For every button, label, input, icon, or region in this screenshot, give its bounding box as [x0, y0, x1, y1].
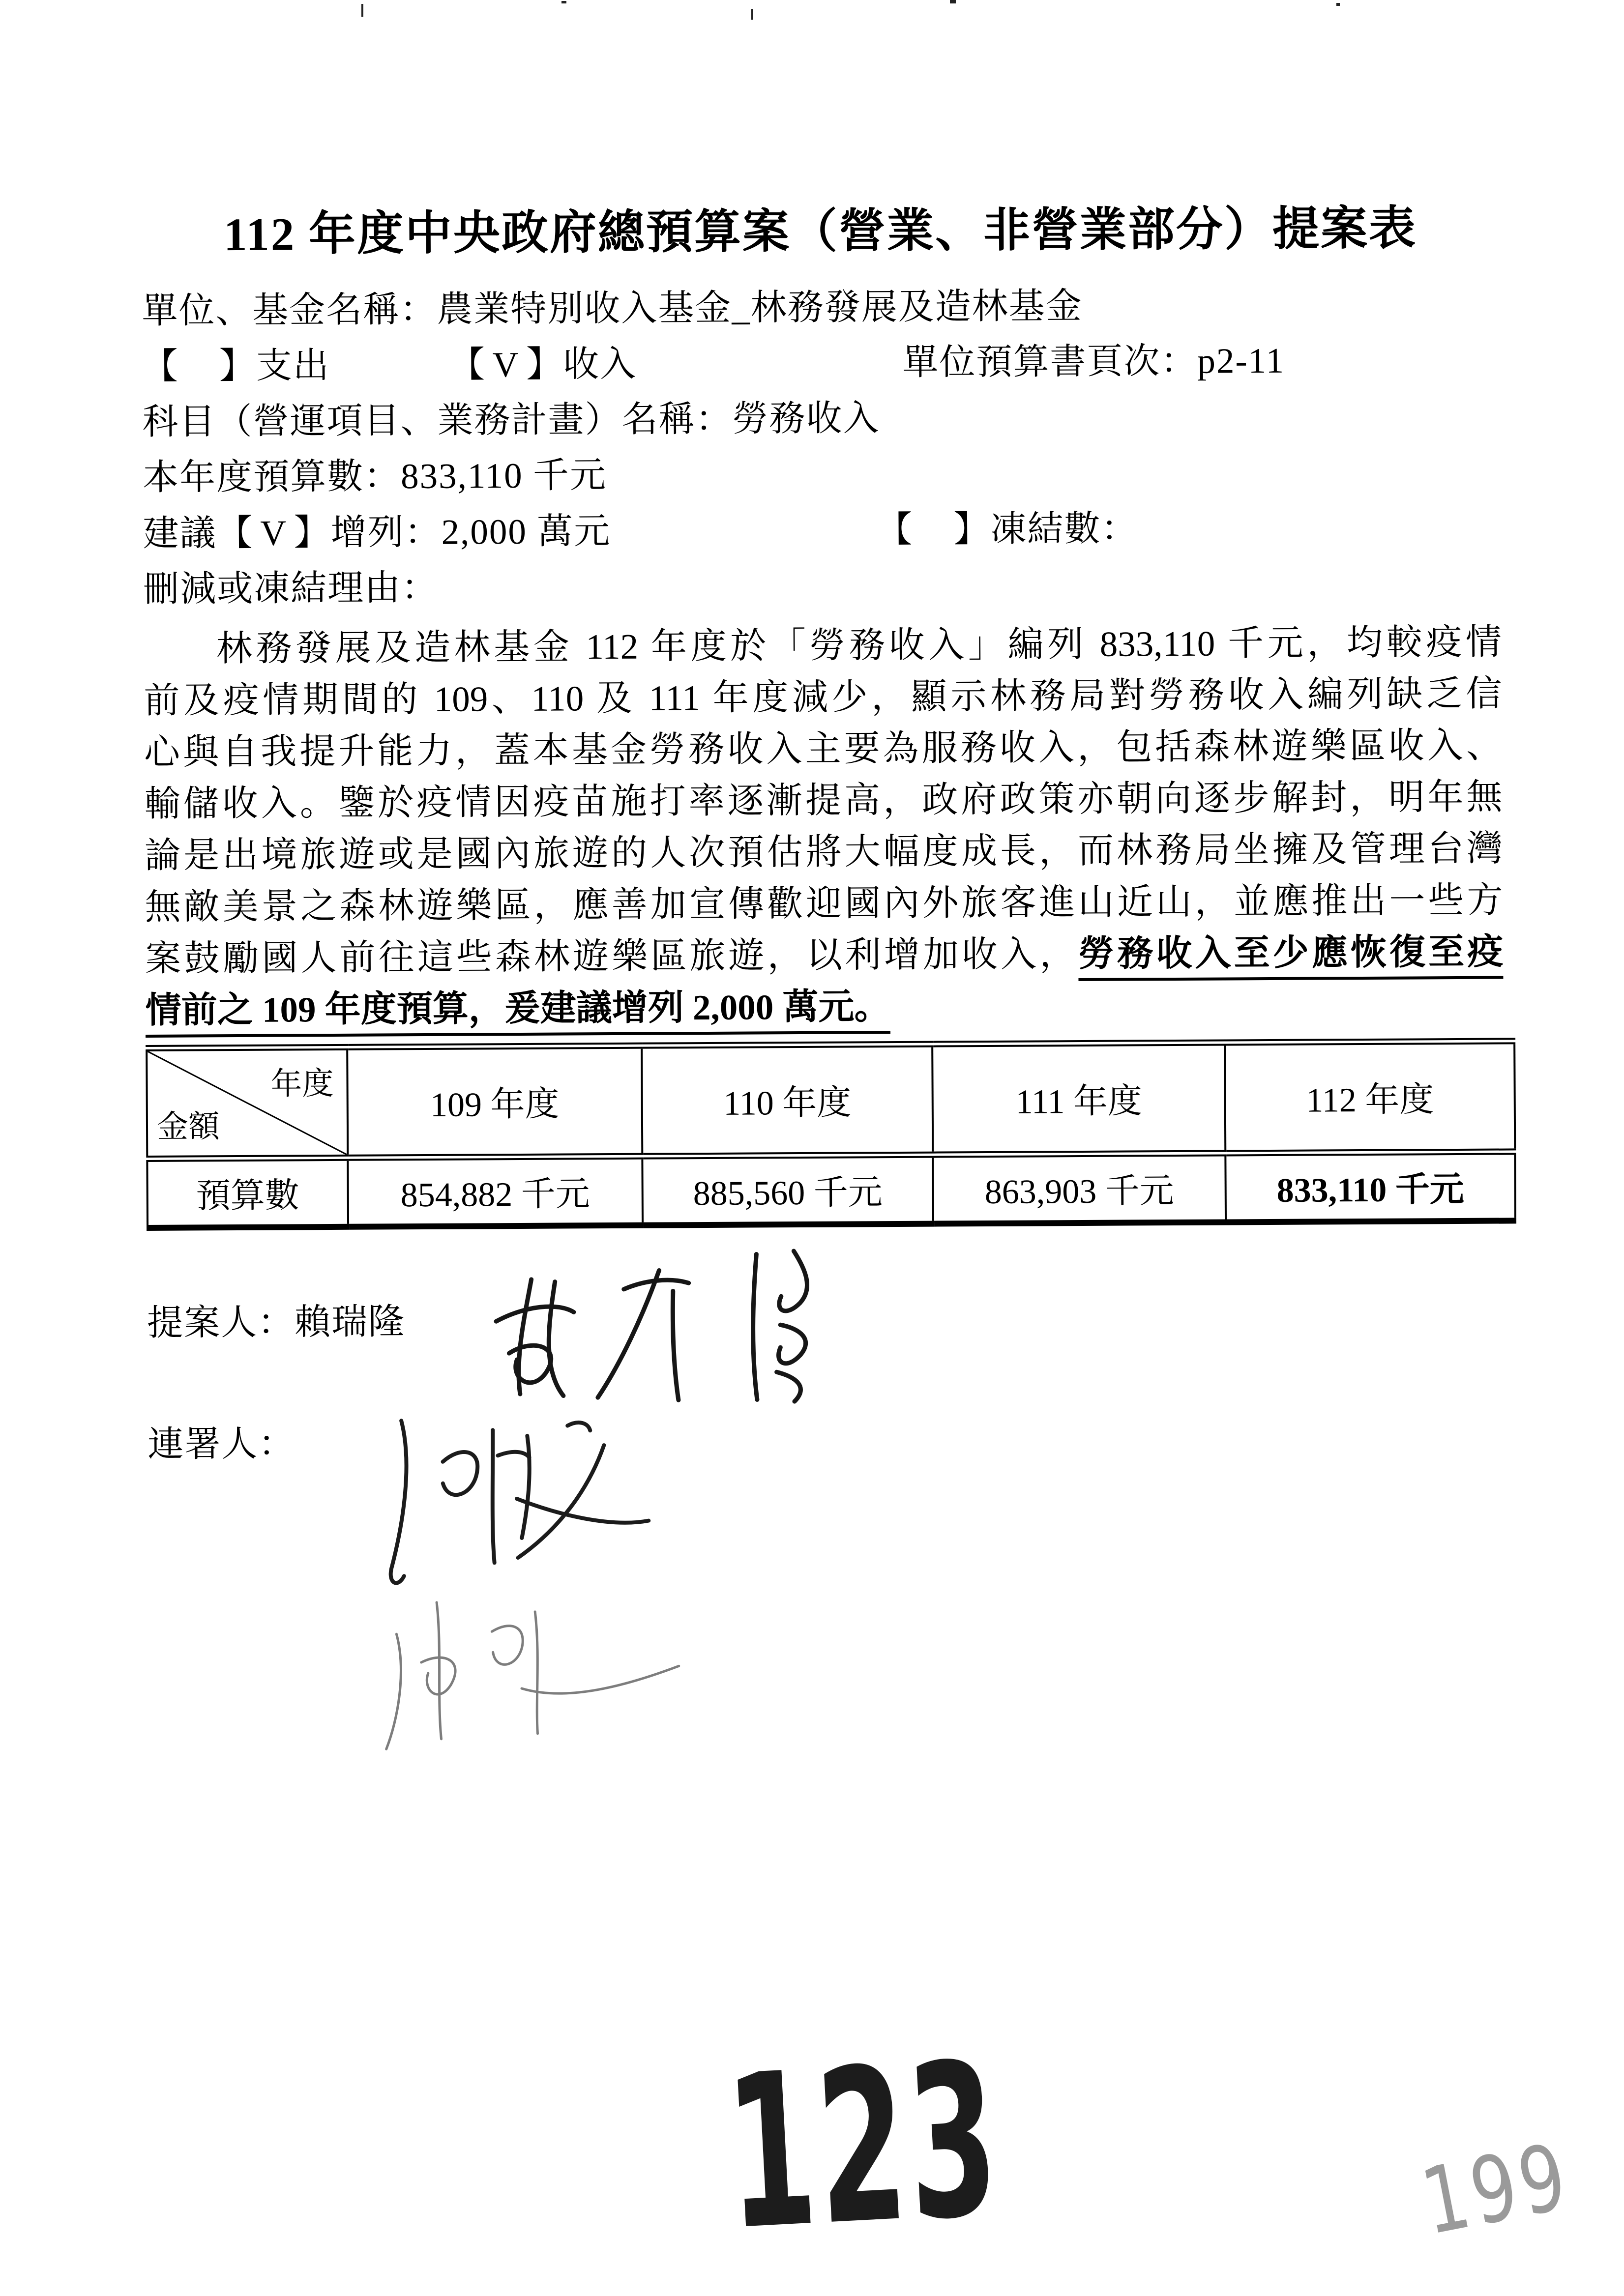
reason-line-7-emphasis: 勞務收入至少應恢復至疫 [1078, 931, 1503, 981]
page-ref: 單位預算書頁次：p2-11 [902, 340, 1285, 383]
reason-line-1: 林務發展及造林基金 112 年度於「勞務收入」編列 833,110 千元，均較疫情 [216, 622, 1502, 668]
corner-label-amount: 金額 [156, 1108, 220, 1144]
checkbox-row [142, 339, 1500, 388]
table-data-row [147, 1152, 1515, 1228]
suggest-checkbox [143, 510, 611, 555]
close-bracket: 】 [953, 509, 991, 549]
handwritten-page-number: 123 [721, 2017, 1005, 2277]
open-bracket: 【 [216, 513, 254, 553]
open-bracket: 【 [142, 346, 179, 387]
income-checkbox-mark: V [492, 345, 520, 385]
table-corner-cell [147, 1047, 348, 1159]
suggest-row [143, 505, 1501, 555]
column-header-109: 109 年度 [347, 1046, 642, 1158]
page-title: 112 年度中央政府總預算案（營業、非營業部分）提案表 [223, 202, 1417, 261]
reason-line-3: 心與自我提升能力，蓋本基金勞務收入主要為服務收入，包括森林遊樂區收入、 [144, 725, 1503, 772]
reason-line-4: 輸儲收入。鑒於疫情因疫苗施打率逐漸提高，政府政策亦朝向逐步解封，明年無 [144, 777, 1503, 824]
cosigner-signature-1 [369, 1397, 684, 1596]
reason-line-6: 無敵美景之森林遊樂區，應善加宣傳歡迎國內外旅客進山近山，並應推出一些方 [145, 880, 1503, 927]
suggest-prefix: 建議 [143, 513, 217, 553]
reason-line-5: 論是出境旅遊或是國內旅遊的人次預估將大幅度成長，而林務局坐擁及管理台灣 [144, 828, 1503, 875]
budget-value-112: 833,110 千元 [1225, 1152, 1515, 1222]
income-label: 收入 [562, 344, 637, 384]
open-bracket: 【 [876, 509, 914, 550]
reason-paragraph [144, 616, 1504, 1036]
budget-line: 本年度預算數：833,110 千元 [142, 455, 607, 498]
proposer-label: 提案人： [147, 1302, 295, 1343]
column-header-112: 112 年度 [1225, 1041, 1515, 1153]
expense-label: 支出 [256, 346, 330, 386]
unit-name-line: 單位、基金名稱：農業特別收入基金_林務發展及造林基金 [142, 286, 1083, 331]
reason-line-7 [145, 926, 1504, 984]
pencil-page-number: 199 [1413, 2123, 1578, 2256]
cosigner-row [148, 1408, 1506, 1466]
budget-value-109: 854,882 千元 [348, 1156, 643, 1227]
budget-value-111: 863,903 千元 [933, 1153, 1226, 1224]
open-bracket: 【 [448, 345, 486, 385]
reason-line-8 [145, 977, 1504, 1036]
table-header-row [147, 1041, 1515, 1159]
freeze-checkbox [876, 507, 1138, 551]
expense-checkbox [142, 345, 330, 388]
cosigner-label: 連署人： [148, 1424, 295, 1464]
suggest-checkbox-mark: V [260, 512, 288, 553]
income-checkbox [449, 343, 637, 386]
cosigner-signature-2 [360, 1569, 705, 1758]
budget-value-110: 885,560 千元 [642, 1155, 933, 1225]
proposer-signature [461, 1241, 865, 1429]
close-bracket: 】 [219, 346, 257, 386]
row-label-budget: 預算數 [147, 1158, 348, 1228]
proposer-name: 賴瑞隆 [294, 1301, 406, 1342]
column-header-110: 110 年度 [642, 1044, 933, 1156]
column-header-111: 111 年度 [932, 1043, 1225, 1155]
reason-line-8-emphasis: 情前之 109 年度預算，爰建議增列 2,000 萬元。 [146, 987, 890, 1038]
reason-line-2: 前及疫情期間的 109、110 及 111 年度減少，顯示林務局對勞務收入編列缺乏信 [144, 673, 1502, 721]
reason-line-7-normal: 案鼓勵國人前往這些森林遊樂區旅遊，以利增加收入， [145, 933, 1079, 979]
budget-table [146, 1038, 1516, 1231]
freeze-label: 凍結數： [990, 508, 1138, 549]
corner-label-year: 年度 [270, 1066, 334, 1102]
reason-label: 刪減或凍結理由： [143, 567, 439, 609]
close-bracket: 】 [526, 344, 563, 385]
document-content [140, 0, 1506, 1467]
subject-line: 科目（營運項目、業務計畫）名稱：勞務收入 [142, 398, 880, 442]
close-bracket: 】 [294, 512, 331, 552]
proposer-row [147, 1286, 1506, 1345]
suggest-label: 增列：2,000 萬元 [330, 511, 611, 552]
